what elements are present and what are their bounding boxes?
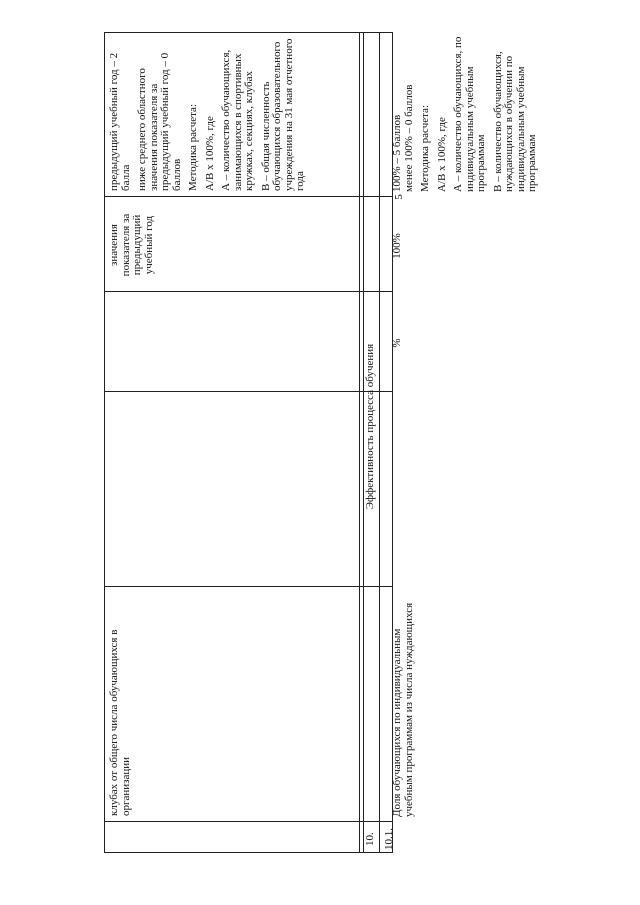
row9-scoring-cell [109, 33, 312, 191]
col-divider-criterion [105, 586, 392, 587]
section10-title [365, 31, 377, 822]
row9-scoring-line: А – количество обучающихся, занимающихся в спортивных кружках, секциях, клубах [220, 49, 255, 191]
row10-1-unit-text: % [391, 338, 403, 348]
row9-scoring-line: предыдущий учебный год – 2 балла [108, 52, 132, 191]
row9-scoring-line: В – общая численность обучающихся образовательного учреждения на 31 мая отчетного года [259, 38, 306, 191]
row10-1-criterion-cell [392, 593, 415, 817]
row10-1-max-score-text: 5 [393, 194, 405, 200]
row10-1-scoring-line: В – количество обучающихся, нуждающихся в обучении по индивидуальным учебным программам [491, 51, 538, 192]
row10-1-unit-cell [392, 295, 404, 391]
row9-criterion-text: клубах от общего числа обучающихся в организации [108, 629, 132, 816]
section10-number-text: 10. [364, 832, 376, 846]
row9-scoring-line: ниже среднего областного значения показателя за предыдущий учебный год – 0 баллов [136, 52, 183, 191]
row10-1-scoring-line: менее 100% – 0 баллов [402, 84, 415, 192]
row10-1-scoring-line: А – количество обучающихся, по индивидуальным учебным программам [452, 36, 487, 192]
col-divider-score [105, 196, 392, 197]
row9-comparison-cell [109, 200, 155, 290]
col-divider-number [105, 821, 392, 822]
col-divider-unit [105, 391, 392, 392]
row10-1-norm-text: 100% [391, 233, 403, 259]
row9-scoring-line: А/В х 100%, где [203, 116, 216, 191]
row10-1-number-text: 10.1. [383, 828, 395, 850]
row-divider-row10-1 [379, 33, 380, 852]
row10-1-content-frame [390, 32, 538, 853]
row10-1-criterion-text: Доля обучающихся по индивидуальным учебным программам из числа нуждающихся [391, 602, 415, 817]
row9-scoring-line: Методика расчета: [187, 104, 199, 191]
row9-comparison-text: значения показателя за предыдущий учебный год [108, 213, 155, 277]
rotated-table-page [104, 32, 393, 853]
criteria-table [104, 32, 393, 853]
row10-1-scoring-line: Методика расчета: [419, 105, 431, 192]
row10-1-scoring-line: А/В х 100%, где [435, 117, 448, 192]
row9-criterion-cell [109, 592, 132, 816]
section10-title-text: Эффективность процесса обучения [364, 343, 376, 510]
section10-number [365, 824, 377, 846]
row10-1-scoring-line: 100% – 5 баллов [391, 114, 403, 192]
row10-1-scoring-cell [392, 34, 544, 192]
col-divider-norm [105, 291, 392, 292]
